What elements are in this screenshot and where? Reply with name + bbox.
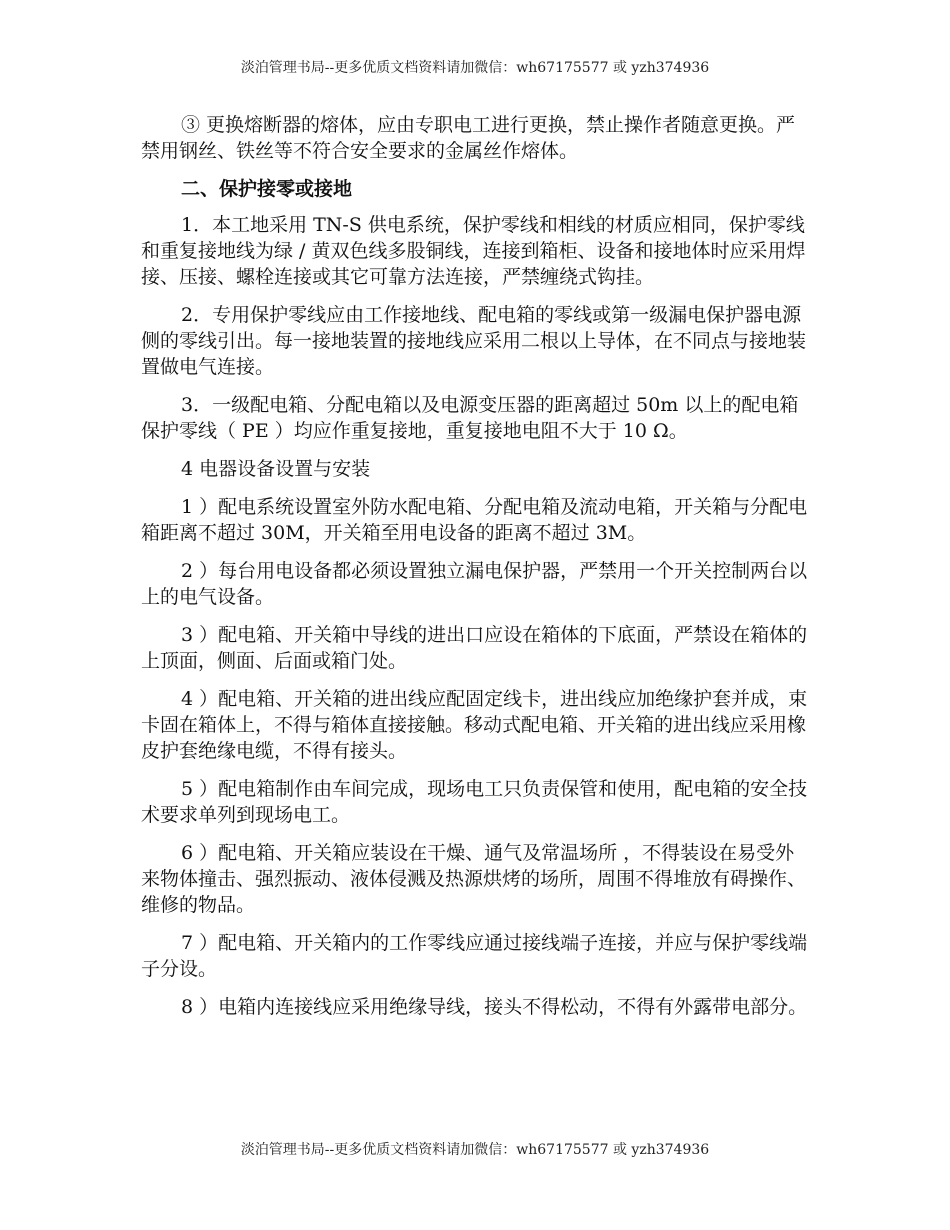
paragraph-2: 2．专用保护零线应由工作接地线、配电箱的零线或第一级漏电保护器电源侧的零线引出。每一接地装置的接地线应采用二根以上导体，在不同点与接地装置做电气连接。 xyxy=(141,304,807,378)
sub-item-5: 5 ）配电箱制作由车间完成，现场电工只负责保管和使用，配电箱的安全技术要求单列到现场电工。 xyxy=(141,778,808,826)
sub-item-7: 7 ）配电箱、开关箱内的工作零线应通过接线端子连接，并应与保护零线端子分设。 xyxy=(141,932,808,980)
paragraph-1: 1．本工地采用 TN-S 供电系统，保护零线和相线的材质应相同，保护零线和重复接地线为绿 / 黄双色线多股铜线，连接到箱柜、设备和接地体时应采用焊接、压接、螺栓连接或其它可靠方法连接，严禁缠绕式钩挂。 xyxy=(141,214,806,288)
paragraph-3: 3．一级配电箱、分配电箱以及电源变压器的距离超过 50m 以上的配电箱保护零线（ PE ）均应作重复接地，重复接地电阻不大于 10 Ω。 xyxy=(141,394,799,442)
sub-item-8: 8 ）电箱内连接线应采用绝缘导线，接头不得松动，不得有外露带电部分。 xyxy=(181,996,808,1018)
sub-item-4: 4 ）配电箱、开关箱的进出线应配固定线卡，进出线应加绝缘护套并成，束卡固在箱体上，不得与箱体直接接触。移动式配电箱、开关箱的进出线应采用橡皮护套绝缘电缆，不得有接头。 xyxy=(141,688,808,762)
sub-item-2: 2 ）每台用电设备都必须设置独立漏电保护器，严禁用一个开关控制两台以上的电气设备。 xyxy=(141,560,808,608)
sub-item-6: 6 ）配电箱、开关箱应装设在干燥、通气及常温场所 ，不得装设在易受外来物体撞击、强烈振动、液体侵溅及热源烘烤的场所，周围不得堆放有碍操作、维修的物品。 xyxy=(141,842,807,916)
paragraph-4-title: 4 电器设备设置与安装 xyxy=(181,458,371,480)
sub-item-1: 1 ）配电系统设置室外防水配电箱、分配电箱及流动电箱，开关箱与分配电箱距离不超过 30M，开关箱至用电设备的距离不超过 3M。 xyxy=(141,496,808,544)
page-header: 淡泊管理书局--更多优质文档资料请加微信：wh67175577 或 yzh374936 xyxy=(240,60,710,76)
sub-item-3: 3 ）配电箱、开关箱中导线的进出口应设在箱体的下底面，严禁设在箱体的上顶面，侧面、后面或箱门处。 xyxy=(141,624,808,672)
document-body xyxy=(141,112,813,1032)
page-footer: 淡泊管理书局--更多优质文档资料请加微信：wh67175577 或 yzh374936 xyxy=(240,1142,710,1158)
section-heading-grounding: 二、保护接零或接地 xyxy=(181,178,353,200)
paragraph-fuse-replacement: ③ 更换熔断器的熔体，应由专职电工进行更换，禁止操作者随意更换。严禁用钢丝、铁丝等不符合安全要求的金属丝作熔体。 xyxy=(141,114,796,162)
